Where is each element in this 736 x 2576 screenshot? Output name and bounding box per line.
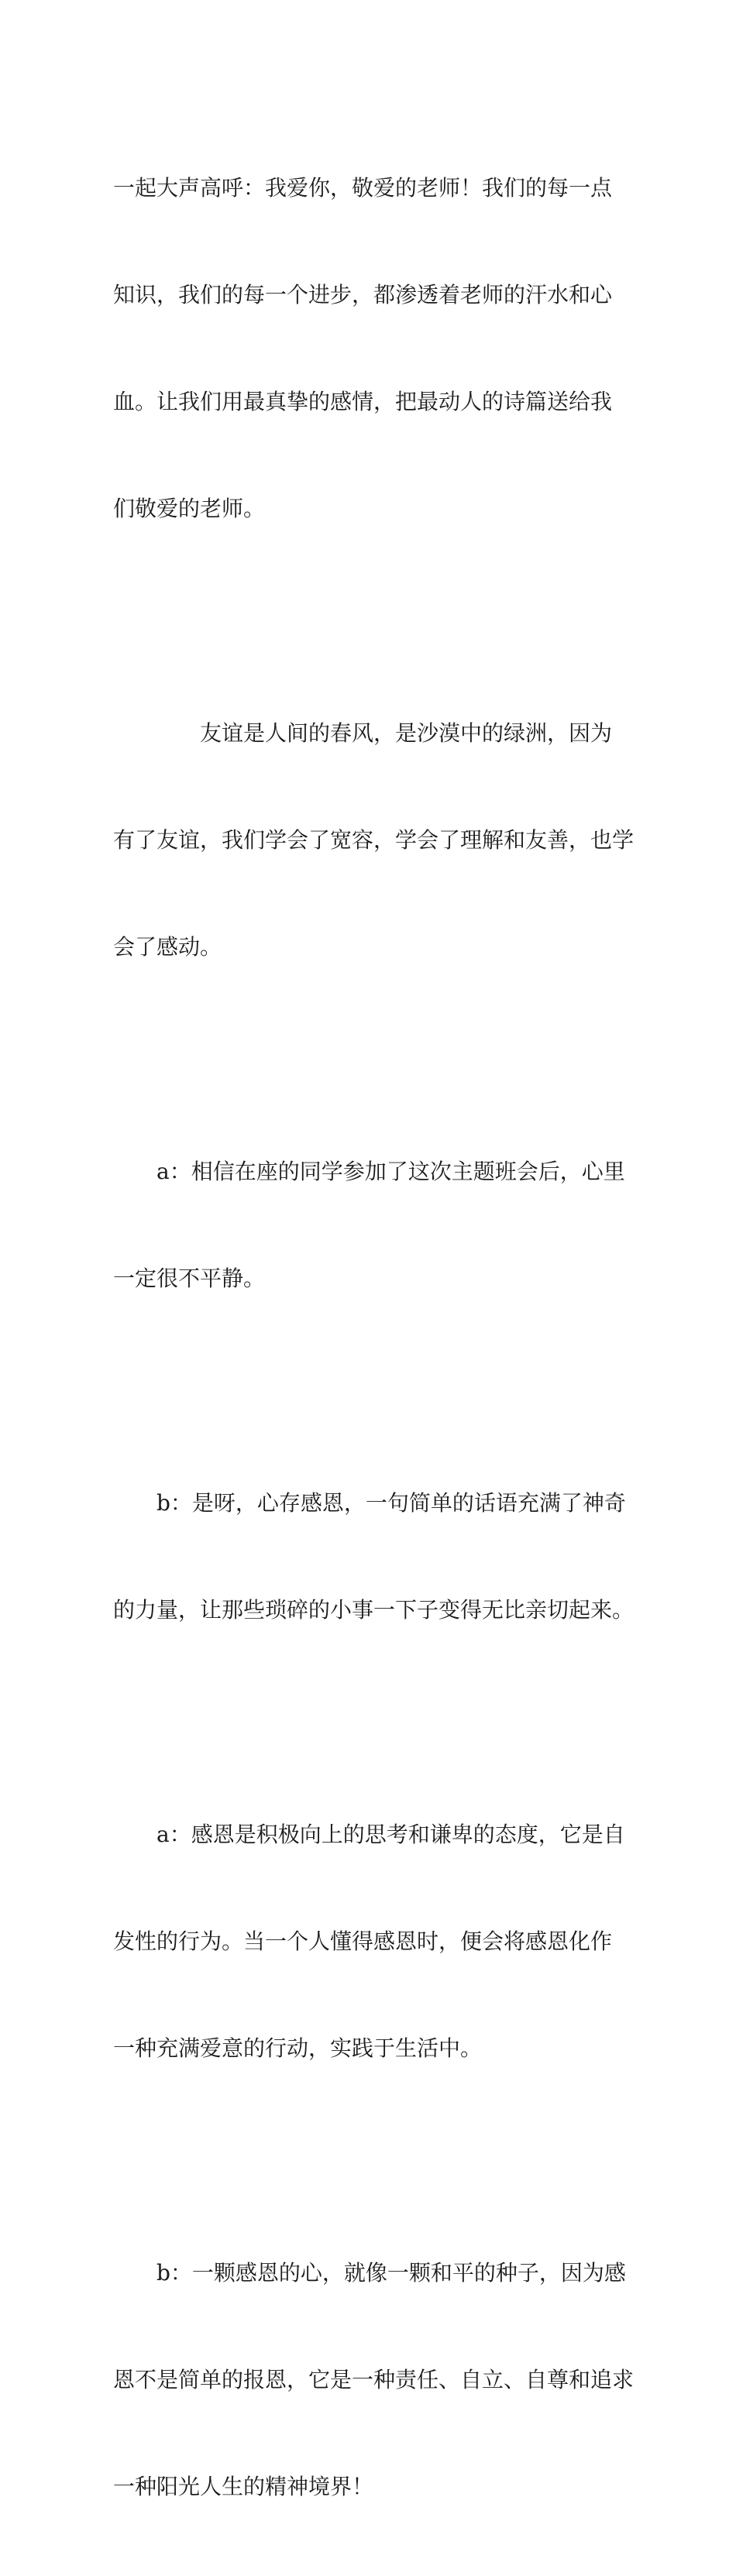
text-line: 知识，我们的每一个进步，都渗透着老师的汗水和心 xyxy=(113,282,613,307)
paragraph-speaker-b-2 xyxy=(113,2184,635,2576)
text-line: 友谊是人间的春风，是沙漠中的绿洲，因为 xyxy=(200,720,613,746)
paragraph-spacer xyxy=(113,1368,628,1414)
text-line: 会了感动。 xyxy=(113,934,222,960)
text-line: 恩不是简单的报恩，它是一种责任、自立、自尊和追求 xyxy=(113,2367,635,2392)
text-line: 的力量，让那些琐碎的小事一下子变得无比亲切起来。 xyxy=(113,1597,635,1623)
text-line: 发性的行为。当一个人懂得感恩时，便会将感恩化作 xyxy=(113,1929,613,1954)
paragraph-teacher-tribute xyxy=(113,99,628,598)
text-line: a：感恩是积极向上的思考和谦卑的态度，它是自 xyxy=(156,1822,625,1847)
text-line: 一起大声高呼：我爱你，敬爱的老师！我们的每一点 xyxy=(113,175,613,201)
paragraph-speaker-b-1 xyxy=(113,1414,635,1699)
document-body xyxy=(113,99,635,2576)
text-line: 们敬爱的老师。 xyxy=(113,496,266,521)
text-line: 一定很不平静。 xyxy=(113,1266,266,1291)
text-line: b：一颗感恩的心，就像一颗和平的种子，因为感 xyxy=(156,2260,626,2286)
paragraph-spacer xyxy=(113,2138,628,2184)
text-line: 血。让我们用最真挚的感情，把最动人的诗篇送给我 xyxy=(113,389,613,414)
text-line: 一种充满爱意的行动，实践于生活中。 xyxy=(113,2035,483,2061)
text-line: 有了友谊，我们学会了宽容，学会了理解和友善，也学 xyxy=(113,827,635,853)
paragraph-spacer xyxy=(113,598,628,644)
paragraph-speaker-a-2 xyxy=(113,1746,628,2138)
paragraph-spacer xyxy=(113,1036,628,1083)
text-line: 一种阳光人生的精神境界！ xyxy=(113,2474,374,2499)
text-line: a：相信在座的同学参加了这次主题班会后，心里 xyxy=(156,1159,625,1184)
text-line: b：是呀，心存感恩，一句简单的话语充满了神奇 xyxy=(156,1490,626,1516)
paragraph-spacer xyxy=(113,1699,628,1746)
paragraph-speaker-a-1 xyxy=(113,1083,628,1368)
paragraph-friendship xyxy=(113,644,635,1036)
